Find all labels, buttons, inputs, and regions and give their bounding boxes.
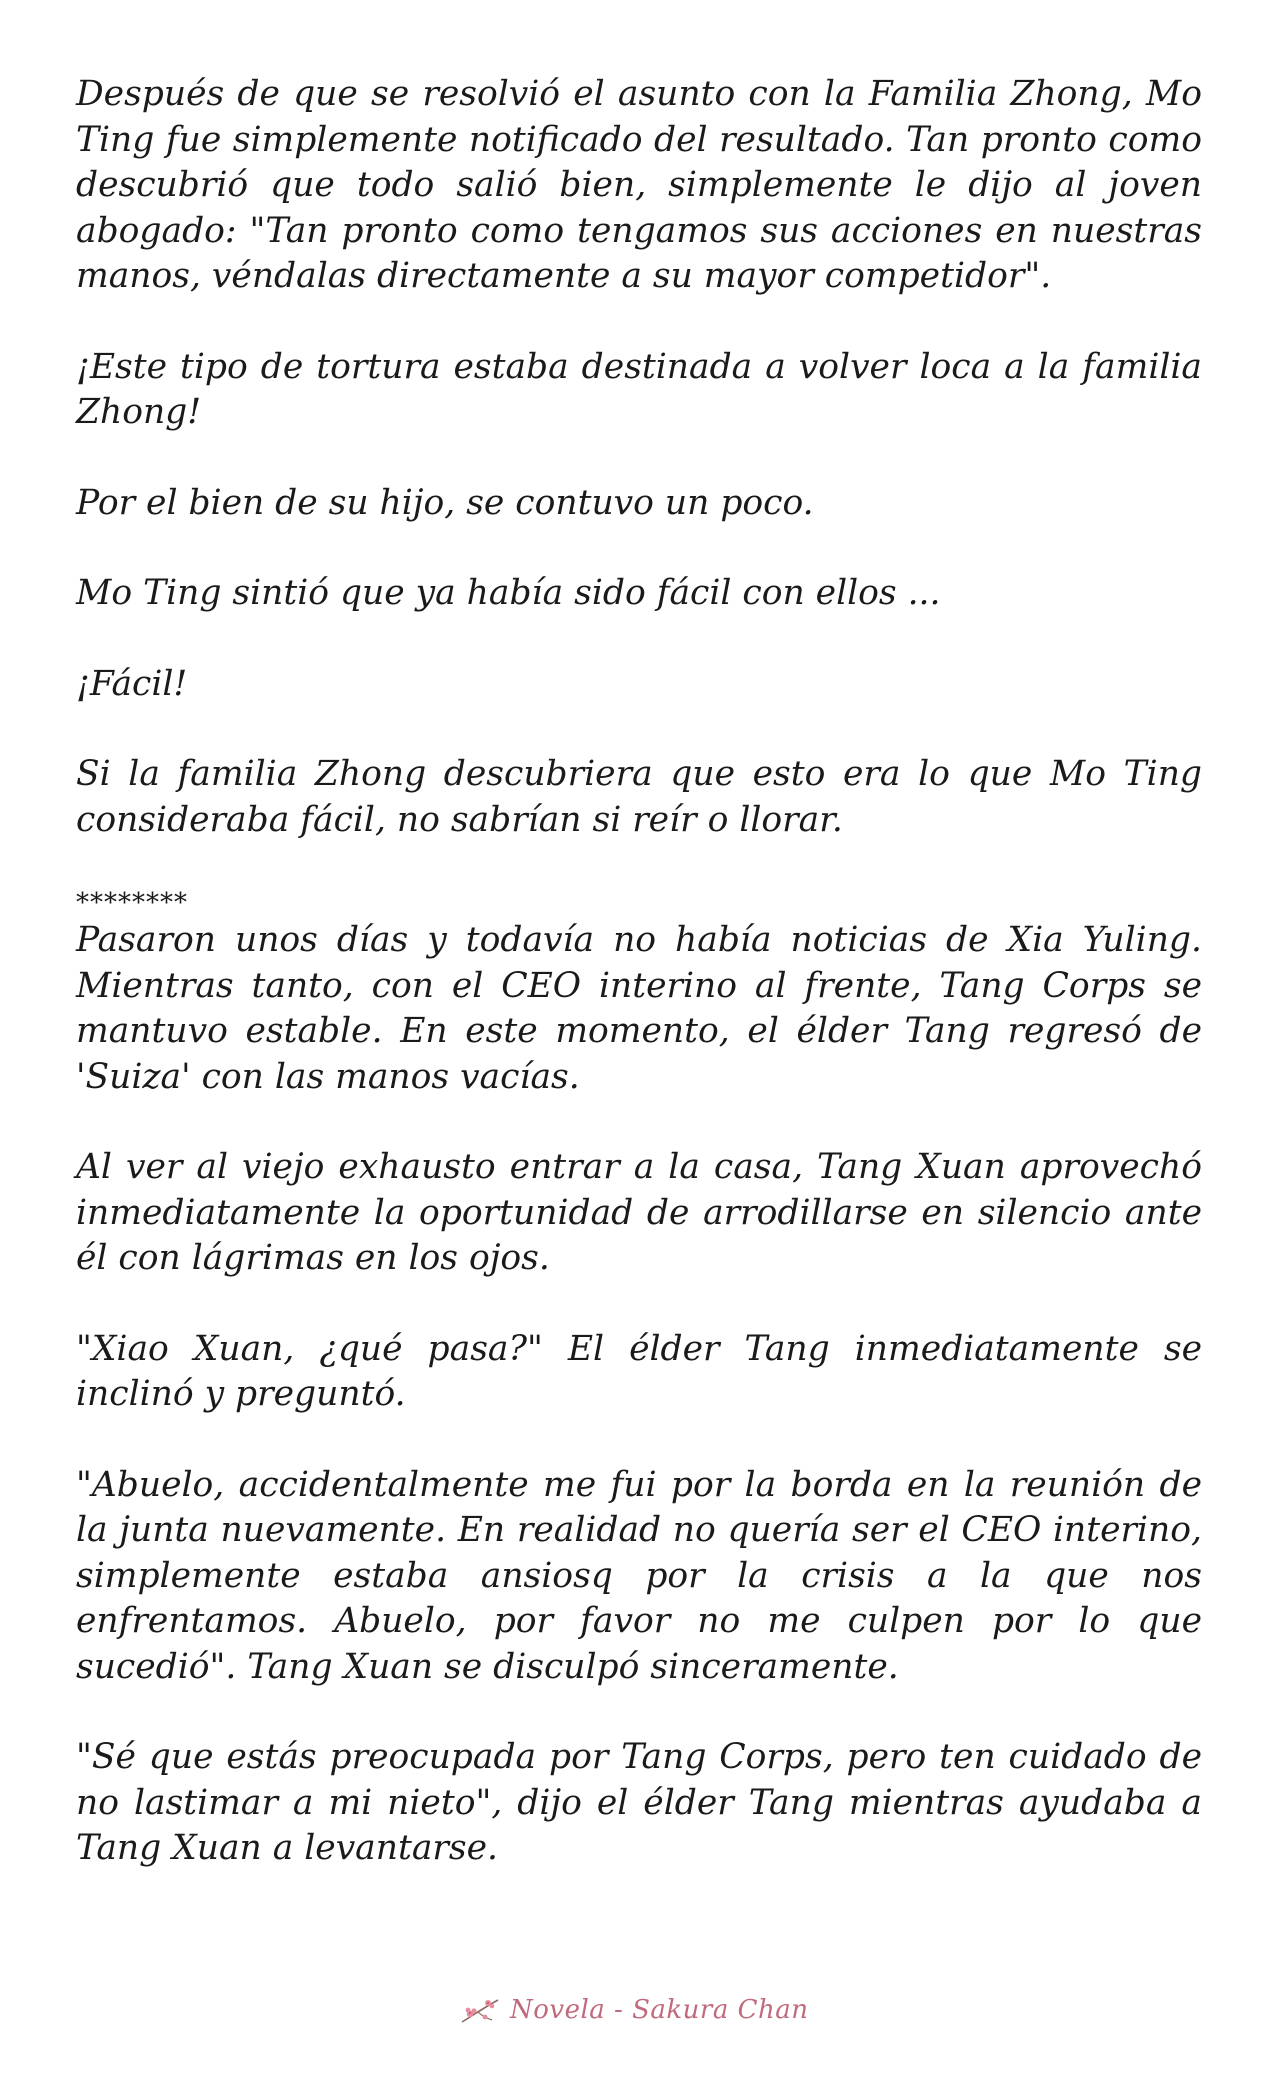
paragraph: "Abuelo, accidentalmente me fui por la borda en la reunión de la junta nuevamente. En realidad no quería ser el CEO interino, simplemente estaba ansiosq por la crisis a la que nos enfrentamos. Abuelo, por favor no me culpen por lo que sucedió". Tang Xuan se disculpó sinceramente. [76,1464,1202,1687]
paragraph: Por el bien de su hijo, se contuvo un poco. [76,482,814,523]
watermark [458,1990,828,2030]
watermark-text: Novela - Sakura Chan [510,1995,809,2025]
paragraph: ¡Fácil! [76,663,188,704]
sakura-branch-icon [458,1992,502,2028]
paragraph: ¡Este tipo de tortura estaba destinada a volver loca a la familia Zhong! [76,346,1202,432]
section-separator: ******** [76,888,188,918]
paragraph: "Xiao Xuan, ¿qué pasa?" El élder Tang inmediatamente se inclinó y preguntó. [76,1328,1202,1414]
paragraph: Si la familia Zhong descubriera que esto era lo que Mo Ting consideraba fácil, no sabrían si reír o llorar. [76,754,1202,840]
paragraph: Después de que se resolvió el asunto con la Familia Zhong, Mo Ting fue simplemente notificado del resultado. Tan pronto como descubrió que todo salió bien, simplemente le dijo al joven abogado: "Tan pronto como tengamos sus acciones en nuestras manos, véndalas directamente a su mayor competidor". [76,74,1202,296]
paragraph: Pasaron unos días y todavía no había noticias de Xia Yuling. Mientras tanto, con el CEO interino al frente, Tang Corps se mantuvo estable. En este momento, el élder Tang regresó de 'Suiza' con las manos vacías. [76,920,1202,1097]
paragraph: "Sé que estás preocupada por Tang Corps, pero ten cuidado de no lastimar a mi nieto", dijo el élder Tang mientras ayudaba a Tang Xuan a levantarse. [76,1737,1202,1868]
paragraph: Al ver al viejo exhausto entrar a la casa, Tang Xuan aprovechó inmediatamente la oportunidad de arrodillarse en silencio ante él con lágrimas en los ojos. [76,1147,1202,1278]
paragraph: Mo Ting sintió que ya había sido fácil con ellos ... [76,573,941,613]
document-body [76,72,1202,1917]
